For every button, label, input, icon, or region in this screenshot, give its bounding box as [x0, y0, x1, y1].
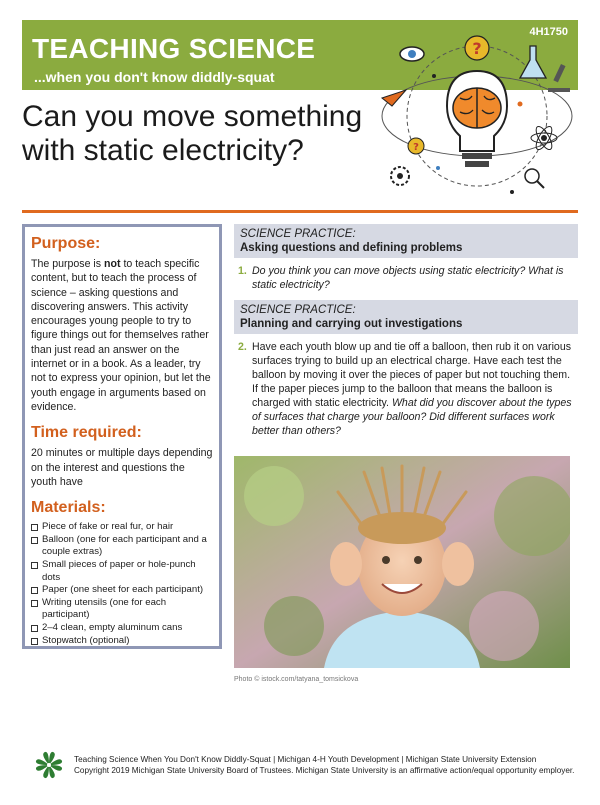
page-title: Can you move something with static electricity?: [22, 100, 363, 167]
list-item: [31, 597, 213, 622]
time-section: [31, 423, 213, 489]
purpose-text-bold: not: [104, 258, 121, 270]
question-number: 1.: [238, 265, 247, 277]
checkbox-icon: [31, 625, 38, 632]
purpose-text-after: to teach specific content, but to teach the process of science – asking questions and discovering answers. This activity encourages young people to try to figure things out for themselves rather than just read an answer on the internet or in a book. As a leader, try not to express your opinion, but let the youth engage in arguments based on evidence.: [31, 258, 211, 413]
decor-dot: [432, 74, 436, 78]
list-item: [31, 635, 213, 648]
list-item: [31, 521, 213, 534]
practice-kicker: SCIENCE PRACTICE:: [240, 304, 356, 316]
material-label: Stopwatch (optional): [42, 634, 130, 646]
time-heading: Time required:: [31, 424, 142, 442]
footer-credits: Teaching Science When You Don't Know Diddly-Squat | Michigan 4-H Youth Development | Michigan State University Extension: [74, 755, 537, 764]
question-text: [252, 264, 574, 292]
question-mark-icon: [408, 138, 424, 154]
material-label: Balloon (one for each participant and a couple extras): [42, 533, 207, 558]
question-mark-icon: [465, 36, 489, 60]
science-practice-header: [234, 300, 578, 334]
gear-icon: [391, 167, 409, 185]
photo-credit: Photo © istock.com/tatyana_tomsickova: [234, 676, 359, 683]
accent-divider: [22, 210, 578, 213]
decor-dot: [518, 102, 523, 107]
practice-kicker: SCIENCE PRACTICE:: [240, 228, 356, 240]
purpose-section: [31, 234, 213, 414]
question-text-italic: Do you think you can move objects using static electricity? What is static electricity?: [252, 265, 564, 291]
microscope-icon: [548, 64, 570, 92]
footer-copyright: Copyright 2019 Michigan State University Board of Trustees. Michigan State University is an affirmative action/equal opportunity employer.: [74, 766, 575, 775]
materials-heading: Materials:: [31, 499, 106, 517]
brain-icon: [453, 88, 501, 128]
question-text: [252, 340, 574, 438]
materials-list: [31, 521, 213, 647]
question-item: [234, 334, 578, 446]
checkbox-icon: [31, 524, 38, 531]
checkbox-icon: [31, 638, 38, 645]
checkbox-icon: [31, 562, 38, 569]
material-label: 2–4 clean, empty aluminum cans: [42, 621, 183, 633]
decor-dot: [436, 166, 440, 170]
question-text-plain: Have each youth blow up and tie off a balloon, then rub it on various surfaces trying to build up an electrical charge. Have each test the balloon by moving it over the pieces of paper but not touching them. If the paper pieces jump to the balloon that means the balloon is charged with static electricity.: [252, 341, 572, 409]
eye-icon: [400, 47, 424, 61]
science-practice-header: [234, 224, 578, 258]
decor-dot: [510, 190, 514, 194]
purpose-heading: Purpose:: [31, 235, 101, 252]
4h-clover-logo: [34, 750, 64, 780]
list-item: [31, 584, 213, 597]
list-item: [31, 534, 213, 559]
material-label: Small pieces of paper or hole-punch dots: [42, 558, 196, 583]
svg-text:?: ?: [413, 142, 419, 153]
question-number: 2.: [238, 341, 247, 353]
svg-text:?: ?: [472, 39, 482, 58]
bulb-base: [465, 161, 489, 167]
list-item: [31, 622, 213, 635]
page-footer: [22, 748, 578, 784]
checkbox-icon: [31, 537, 38, 544]
series-subtitle: ...when you don't know diddly-squat: [34, 69, 275, 85]
material-label: Writing utensils (one for each participant): [42, 596, 167, 621]
practice-title: Planning and carrying out investigations: [240, 318, 463, 330]
magnifier-icon: [525, 169, 544, 188]
material-label: Paper (one sheet for each participant): [42, 584, 204, 596]
material-label: Piece of fake or real fur, or hair: [42, 521, 174, 533]
sidebar-box: [22, 224, 222, 649]
child-static-hair-photo: [234, 456, 570, 668]
bulb-base: [462, 153, 492, 159]
document-code: 4H1750: [529, 26, 568, 38]
science-brain-illustration: [372, 26, 582, 206]
main-column: [234, 224, 578, 446]
purpose-text: [31, 257, 213, 414]
question-item: [234, 258, 578, 300]
series-title: TEACHING SCIENCE: [32, 33, 316, 64]
materials-section: [31, 498, 213, 647]
paper-plane-icon: [382, 90, 406, 106]
purpose-text-before: The purpose is: [31, 258, 105, 270]
checkbox-icon: [31, 587, 38, 594]
practice-title: Asking questions and defining problems: [240, 242, 463, 254]
time-text: 20 minutes or multiple days depending on the interest and questions the youth have: [31, 447, 213, 488]
question-text-italic: What did you discover about the types of surfaces that charge your balloon? Did different surfaces work better than others?: [252, 397, 572, 437]
list-item: [31, 559, 213, 584]
checkbox-icon: [31, 600, 38, 607]
flask-icon: [520, 46, 546, 78]
